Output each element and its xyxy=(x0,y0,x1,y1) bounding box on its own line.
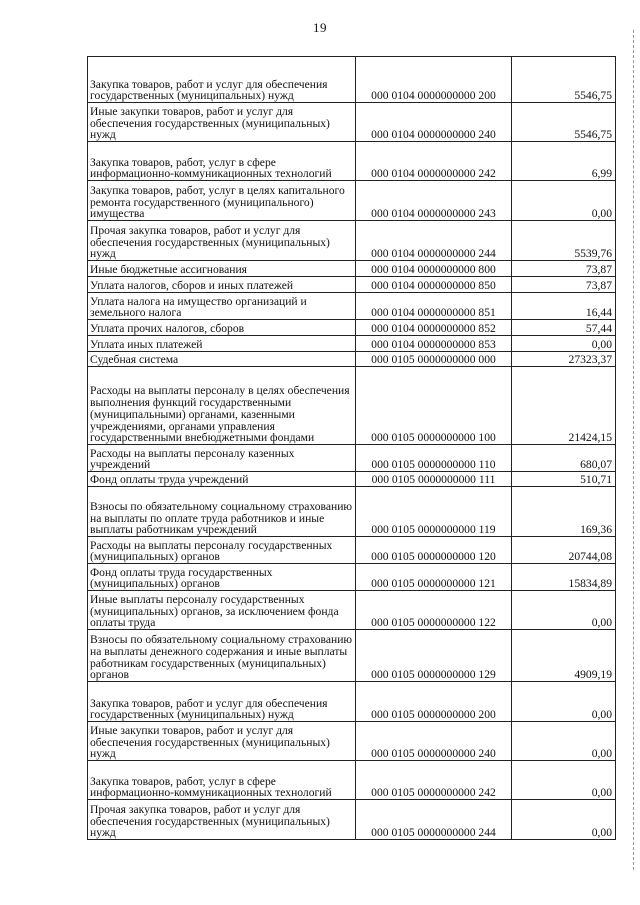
row-name-cell: Прочая закупка товаров, работ и услуг для обеспечения государственных (муниципальных) нужд xyxy=(88,221,356,261)
table-row xyxy=(88,591,616,630)
row-name-cell: Уплата налога на имущество организаций и земельного налога xyxy=(88,293,356,320)
table-row xyxy=(88,722,616,761)
row-code-cell: 000 0105 0000000000 111 xyxy=(356,472,512,487)
row-amount-cell: 20744,08 xyxy=(512,537,616,564)
row-code-cell: 000 0105 0000000000 240 xyxy=(356,722,512,761)
row-code-cell: 000 0105 0000000000 244 xyxy=(356,800,512,840)
row-amount-cell: 0,00 xyxy=(512,682,616,722)
table-row xyxy=(88,336,616,352)
row-amount-cell: 4909,19 xyxy=(512,630,616,682)
table-row xyxy=(88,800,616,840)
row-amount-cell: 15834,89 xyxy=(512,564,616,591)
row-name-cell: Иные выплаты персоналу государственных (муниципальных) органов, за исключением фонда оплаты труда xyxy=(88,591,356,630)
row-name-cell: Расходы на выплаты персоналу государственных (муниципальных) органов xyxy=(88,537,356,564)
budget-table xyxy=(87,56,616,840)
row-code-cell: 000 0105 0000000000 119 xyxy=(356,487,512,537)
table-row xyxy=(88,445,616,472)
row-amount-cell: 57,44 xyxy=(512,320,616,336)
row-name-cell: Судебная система xyxy=(88,352,356,367)
row-name-cell: Иные закупки товаров, работ и услуг для обеспечения государственных (муниципальных) нужд xyxy=(88,722,356,761)
row-amount-cell: 0,00 xyxy=(512,722,616,761)
row-amount-cell: 0,00 xyxy=(512,336,616,352)
table-row xyxy=(88,682,616,722)
row-code-cell: 000 0104 0000000000 851 xyxy=(356,293,512,320)
row-code-cell: 000 0105 0000000000 110 xyxy=(356,445,512,472)
row-code-cell: 000 0104 0000000000 242 xyxy=(356,142,512,181)
row-amount-cell: 73,87 xyxy=(512,277,616,293)
row-code-cell: 000 0105 0000000000 121 xyxy=(356,564,512,591)
row-code-cell: 000 0104 0000000000 850 xyxy=(356,277,512,293)
row-amount-cell: 0,00 xyxy=(512,761,616,800)
table-row xyxy=(88,352,616,367)
row-name-cell: Иные бюджетные ассигнования xyxy=(88,261,356,277)
row-amount-cell: 0,00 xyxy=(512,591,616,630)
row-code-cell: 000 0104 0000000000 852 xyxy=(356,320,512,336)
row-code-cell: 000 0104 0000000000 240 xyxy=(356,103,512,142)
row-amount-cell: 0,00 xyxy=(512,181,616,221)
row-amount-cell: 510,71 xyxy=(512,472,616,487)
table-row xyxy=(88,320,616,336)
row-name-cell: Закупка товаров, работ, услуг в целях капитального ремонта государственного (муниципального) имущества xyxy=(88,181,356,221)
table-row xyxy=(88,293,616,320)
table-row xyxy=(88,221,616,261)
row-code-cell: 000 0105 0000000000 120 xyxy=(356,537,512,564)
row-amount-cell: 0,00 xyxy=(512,800,616,840)
table-row xyxy=(88,487,616,537)
row-amount-cell: 5546,75 xyxy=(512,103,616,142)
row-amount-cell: 6,99 xyxy=(512,142,616,181)
row-name-cell: Уплата налогов, сборов и иных платежей xyxy=(88,277,356,293)
row-code-cell: 000 0105 0000000000 122 xyxy=(356,591,512,630)
page-number: 19 xyxy=(313,20,327,35)
row-code-cell: 000 0104 0000000000 853 xyxy=(356,336,512,352)
row-code-cell: 000 0105 0000000000 100 xyxy=(356,367,512,445)
row-code-cell: 000 0105 0000000000 200 xyxy=(356,682,512,722)
table-row xyxy=(88,181,616,221)
row-amount-cell: 73,87 xyxy=(512,261,616,277)
row-name-cell: Расходы на выплаты персоналу в целях обеспечения выполнения функций государственными (муниципальными) органами, казенными учреждениями, органами управления государственными внебюджетными фондами xyxy=(88,367,356,445)
scan-edge-mark xyxy=(632,30,634,870)
row-name-cell: Закупка товаров, работ, услуг в сфере информационно-коммуникационных технологий xyxy=(88,761,356,800)
row-amount-cell: 169,36 xyxy=(512,487,616,537)
row-name-cell: Уплата иных платежей xyxy=(88,336,356,352)
table-row xyxy=(88,367,616,445)
row-amount-cell: 680,07 xyxy=(512,445,616,472)
row-name-cell: Фонд оплаты труда государственных (муниципальных) органов xyxy=(88,564,356,591)
table-row xyxy=(88,277,616,293)
row-name-cell: Расходы на выплаты персоналу казенных учреждений xyxy=(88,445,356,472)
row-code-cell: 000 0104 0000000000 243 xyxy=(356,181,512,221)
table-row xyxy=(88,261,616,277)
row-amount-cell: 21424,15 xyxy=(512,367,616,445)
row-amount-cell: 5546,75 xyxy=(512,57,616,103)
table-row xyxy=(88,564,616,591)
row-code-cell: 000 0104 0000000000 800 xyxy=(356,261,512,277)
table-row xyxy=(88,761,616,800)
table-row xyxy=(88,630,616,682)
table-row xyxy=(88,103,616,142)
table-row xyxy=(88,142,616,181)
row-amount-cell: 16,44 xyxy=(512,293,616,320)
row-amount-cell: 5539,76 xyxy=(512,221,616,261)
table-row xyxy=(88,57,616,103)
row-name-cell: Закупка товаров, работ, услуг в сфере информационно-коммуникационных технологий xyxy=(88,142,356,181)
row-name-cell: Прочая закупка товаров, работ и услуг для обеспечения государственных (муниципальных) нужд xyxy=(88,800,356,840)
row-name-cell: Взносы по обязательному социальному страхованию на выплаты денежного содержания и иные выплаты работникам государственных (муниципальных) органов xyxy=(88,630,356,682)
table-row xyxy=(88,537,616,564)
row-name-cell: Закупка товаров, работ и услуг для обеспечения государственных (муниципальных) нужд xyxy=(88,682,356,722)
row-code-cell: 000 0105 0000000000 129 xyxy=(356,630,512,682)
row-name-cell: Закупка товаров, работ и услуг для обеспечения государственных (муниципальных) нужд xyxy=(88,57,356,103)
row-code-cell: 000 0105 0000000000 000 xyxy=(356,352,512,367)
row-code-cell: 000 0105 0000000000 242 xyxy=(356,761,512,800)
row-name-cell: Взносы по обязательному социальному страхованию на выплаты по оплате труда работников и иные выплаты работникам учреждений xyxy=(88,487,356,537)
row-code-cell: 000 0104 0000000000 200 xyxy=(356,57,512,103)
row-name-cell: Фонд оплаты труда учреждений xyxy=(88,472,356,487)
row-amount-cell: 27323,37 xyxy=(512,352,616,367)
row-name-cell: Иные закупки товаров, работ и услуг для обеспечения государственных (муниципальных) нужд xyxy=(88,103,356,142)
table-row xyxy=(88,472,616,487)
row-name-cell: Уплата прочих налогов, сборов xyxy=(88,320,356,336)
row-code-cell: 000 0104 0000000000 244 xyxy=(356,221,512,261)
budget-table-body xyxy=(88,57,616,840)
